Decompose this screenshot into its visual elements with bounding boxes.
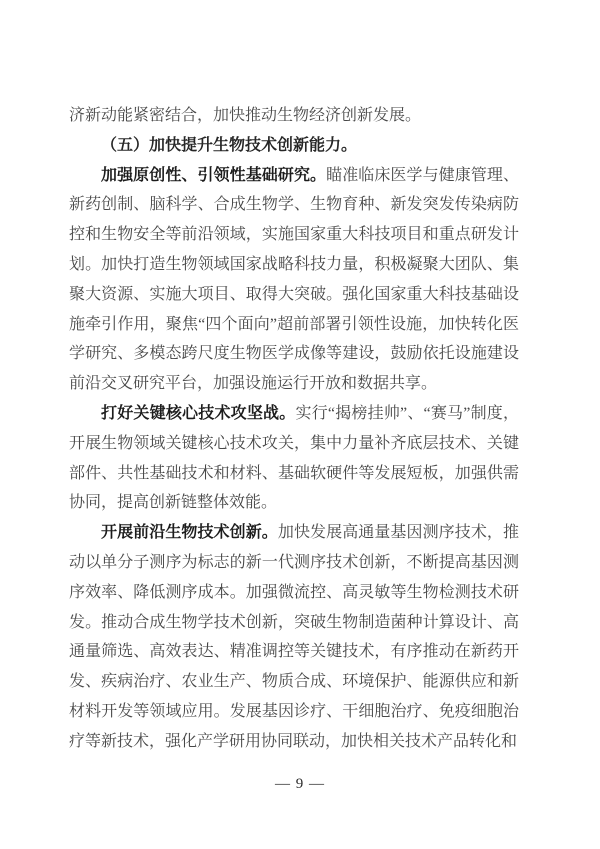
paragraph-core-technology (69, 399, 519, 518)
paragraph-lead-bold: 开展前沿生物技术创新。 (101, 524, 278, 542)
paragraph-lead-bold: 打好关键核心技术攻坚战。 (101, 404, 296, 422)
paragraph-text: 济新动能紧密结合，加快推动生物经济创新发展。 (69, 107, 422, 124)
page-number: — 9 — (275, 776, 325, 792)
paragraph-text: 瞄准临床医学与健康管理、新药创制、脑科学、合成生物学、生物育种、新发突发传染病防控和生物安全等前沿领域，实施国家重大科技项目和重点研发计划。加快打造生物领域国家战略科技力量，积极凝聚大团队、集聚大资源、实施大项目、取得大突破。强化国家重大科技基础设施牵引作用，聚焦“四个面向”超前部署引领性设施，加快转化医学研究、多模态跨尺度生物医学成像等建设，鼓励依托设施建设前沿交叉研究平台，加强设施运行开放和数据共享。 (69, 166, 519, 393)
subsection-heading (69, 131, 519, 161)
document-body (69, 101, 519, 757)
paragraph-continuation (69, 101, 519, 131)
paragraph-text: 加快发展高通量基因测序技术，推动以单分子测序为标志的新一代测序技术创新，不断提高基因测序效率、降低测序成本。加强微流控、高灵敏等生物检测技术研发。推动合成生物学技术创新，突破生物制造菌种计算设计、高通量筛选、高效表达、精准调控等关键技术，有序推动在新药开发、疾病治疗、农业生产、物质合成、环境保护、能源供应和新材料开发等领域应用。发展基因诊疗、干细胞治疗、免疫细胞治疗等新技术，强化产学研用协同联动，加快相关技术产品转化和 (69, 524, 519, 750)
paragraph-frontier-biotech (69, 518, 519, 756)
heading-text: （五）加快提升生物技术创新能力。 (101, 136, 358, 154)
paragraph-basic-research (69, 161, 519, 399)
paragraph-text: 实行“揭榜挂帅”、“赛马”制度，开展生物领域关键核心技术攻关，集中力量补齐底层技术、关键部件、共性基础技术和材料、基础软硬件等发展短板，加强供需协同，提高创新链整体效能。 (69, 404, 519, 512)
paragraph-lead-bold: 加强原创性、引领性基础研究。 (101, 166, 327, 184)
